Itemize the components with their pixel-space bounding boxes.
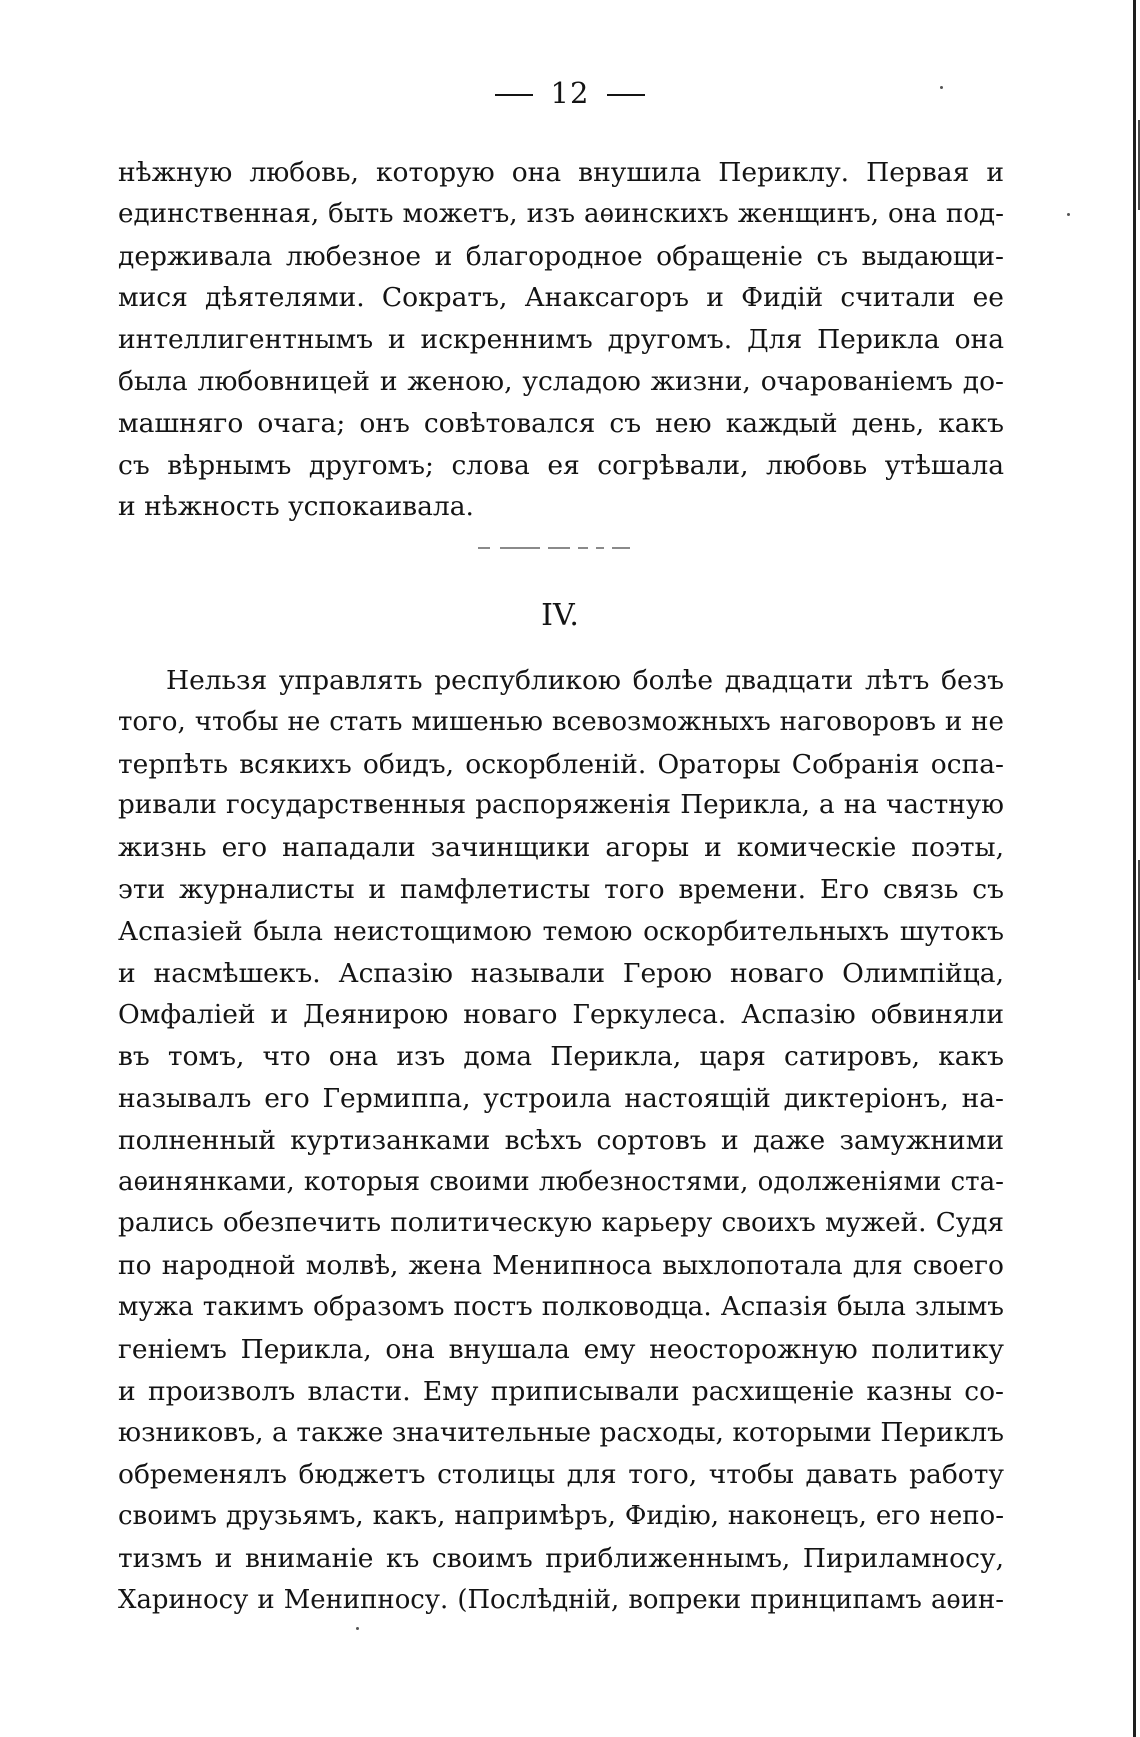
text-line: терпѣть всякихъ обидъ, оскорбленій. Ораторы Собранія оспа- bbox=[118, 748, 1004, 780]
text-line: называлъ его Гермиппа, устроила настоящій диктеріонъ, на- bbox=[118, 1082, 1004, 1114]
text-line: ривали государственныя распоряженія Перикла, а на частную bbox=[118, 790, 1004, 821]
text-line: мужа такимъ образомъ постъ полководца. Аспазія была злымъ bbox=[118, 1291, 1004, 1322]
text-line: того, чтобы не стать мишенью всевозможныхъ наговоровъ и не bbox=[118, 706, 1004, 737]
scan-speck bbox=[1067, 213, 1070, 216]
text-line: своимъ друзьямъ, какъ, напримѣръ, Фидію, наконецъ, его непо- bbox=[118, 1500, 1004, 1531]
text-line: машняго очага; онъ совѣтовался съ нею каждый день, какъ bbox=[118, 407, 1004, 439]
section-divider bbox=[478, 547, 630, 549]
scan-speck bbox=[356, 1627, 359, 1630]
text-line: обременялъ бюджетъ столицы для того, чтобы давать работу bbox=[118, 1459, 1004, 1491]
text-line: по народной молвѣ, жена Менипноса выхлопотала для своего bbox=[118, 1250, 1004, 1282]
dash-left bbox=[495, 94, 533, 96]
text-line: тизмъ и вниманіе къ своимъ приближеннымъ, Пириламносу, bbox=[118, 1542, 1004, 1574]
text-line: держивала любезное и благородное обращеніе съ выдающи- bbox=[118, 240, 1004, 272]
text-line: единственная, быть можетъ, изъ аѳинскихъ женщинъ, она под- bbox=[118, 198, 1004, 229]
text-line: рались обезпечить политическую карьеру своихъ мужей. Судя bbox=[118, 1208, 1004, 1239]
text-line: мися дѣятелями. Сократъ, Анаксагоръ и Фидій считали ее bbox=[118, 282, 1004, 314]
page-edge-rule bbox=[1133, 0, 1136, 1737]
text-line: и произволъ власти. Ему приписывали расхищеніе казны со- bbox=[118, 1375, 1004, 1407]
text-line: интеллигентнымъ и искреннимъ другомъ. Для Перикла она bbox=[118, 324, 1004, 356]
text-line: и насмѣшекъ. Аспазію называли Герою новаго Олимпійца, bbox=[118, 957, 1004, 989]
text-line: и нѣжность успокаивала. bbox=[118, 491, 474, 523]
text-line: Хариносу и Менипносу. (Послѣдній, вопреки принципамъ аѳин- bbox=[118, 1584, 1004, 1615]
page-number-value: 12 bbox=[550, 76, 590, 110]
text-line: аѳинянками, которыя своими любезностями, одолженіями ста- bbox=[118, 1166, 1004, 1197]
page-number bbox=[0, 76, 1140, 110]
text-line: Омфаліей и Деянирою новаго Геркулеса. Аспазію обвиняли bbox=[118, 999, 1004, 1031]
text-line: съ вѣрнымъ другомъ; слова ея согрѣвали, любовь утѣшала bbox=[118, 449, 1004, 481]
text-line: Аспазіей была неистощимою темою оскорбительныхъ шутокъ bbox=[118, 915, 1004, 947]
text-line: геніемъ Перикла, она внушала ему неосторожную политику bbox=[118, 1333, 1004, 1365]
text-line: полненный куртизанками всѣхъ сортовъ и даже замужними bbox=[118, 1124, 1004, 1156]
paragraph-1 bbox=[118, 152, 1004, 528]
text-line: Нельзя управлять республикою болѣе двадцати лѣтъ безъ bbox=[166, 665, 1004, 696]
paragraph-2 bbox=[118, 660, 1004, 1621]
section-heading: IV. bbox=[541, 598, 579, 633]
text-line: юзниковъ, а также значительные расходы, которыми Периклъ bbox=[118, 1417, 1004, 1449]
text-line: эти журналисты и памфлетисты того времени. Его связь съ bbox=[118, 873, 1004, 905]
dash-right bbox=[607, 94, 645, 96]
text-line: нѣжную любовь, которую она внушила Периклу. Первая и bbox=[118, 157, 1004, 188]
text-line: жизнь его нападали зачинщики агоры и комическіе поэты, bbox=[118, 832, 1004, 864]
text-line: была любовницей и женою, усладою жизни, очарованіемъ до- bbox=[118, 365, 1004, 397]
text-line: въ томъ, что она изъ дома Перикла, царя сатировъ, какъ bbox=[118, 1041, 1004, 1073]
